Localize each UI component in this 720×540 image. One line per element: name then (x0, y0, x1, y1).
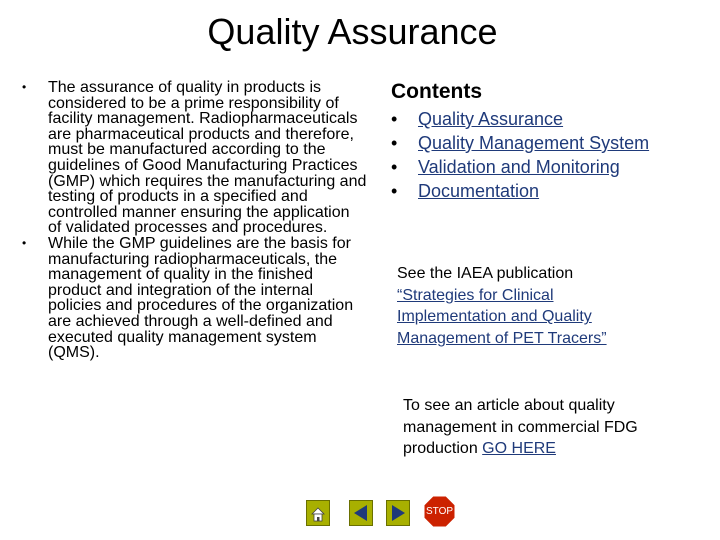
contents-item (391, 155, 649, 179)
contents-link-validation-monitoring[interactable]: Validation and Monitoring (418, 157, 620, 177)
home-icon (307, 501, 329, 525)
fdg-text: To see an article about quality management in commercial FDG production (403, 397, 638, 458)
contents-item (391, 107, 649, 131)
bullet-marker: • (22, 235, 27, 250)
bullet-marker: • (22, 80, 27, 94)
contents-link-quality-management-system[interactable]: Quality Management System (418, 133, 650, 153)
go-here-link[interactable]: GO HERE (482, 440, 556, 458)
stop-button[interactable] (423, 495, 456, 528)
description-bullet-1 (22, 80, 367, 236)
contents-link-documentation[interactable]: Documentation (418, 181, 540, 201)
forward-button[interactable] (386, 500, 410, 526)
home-button[interactable] (306, 500, 330, 526)
back-button[interactable] (349, 500, 373, 526)
iaea-publication-link[interactable]: “Strategies for Clinical Implementation and Quality Management of PET Tracers” (397, 286, 607, 348)
left-arrow-icon (350, 501, 372, 525)
description-text: While the GMP guidelines are the basis for manufacturing radiopharmaceuticals, the management of quality in the finished product and integration of the internal policies and procedures of the organization are achieved through a well-defined and executed quality management system (QMS). (48, 234, 354, 362)
fdg-article-note (403, 395, 683, 460)
iaea-reference (397, 263, 667, 350)
description-text: The assurance of quality in products is considered to be a prime responsibility of facility management. Radiopharmaceuticals are pharmaceutical products and therefore, must be manufactured according to the guidelines of Good Manufacturing Practices (GMP) which requires the manufacturing and testing of products in a specified and controlled manner ensuring the application of validated processes and procedures. (48, 79, 367, 237)
iaea-prefix: See the IAEA publication (397, 265, 574, 282)
right-arrow-icon (387, 501, 409, 525)
contents-item (391, 179, 649, 203)
contents-list (391, 107, 649, 203)
bullet-marker: • (391, 157, 398, 177)
bullet-marker: • (391, 181, 398, 201)
stop-label: STOP (425, 506, 454, 517)
contents-item (391, 131, 649, 155)
page-title: Quality Assurance (207, 11, 498, 52)
contents-heading: Contents (391, 80, 482, 103)
contents-link-quality-assurance[interactable]: Quality Assurance (418, 109, 564, 129)
description-list (22, 80, 367, 361)
bullet-marker: • (391, 109, 398, 129)
bullet-marker: • (391, 133, 398, 153)
description-bullet-2 (22, 236, 367, 361)
